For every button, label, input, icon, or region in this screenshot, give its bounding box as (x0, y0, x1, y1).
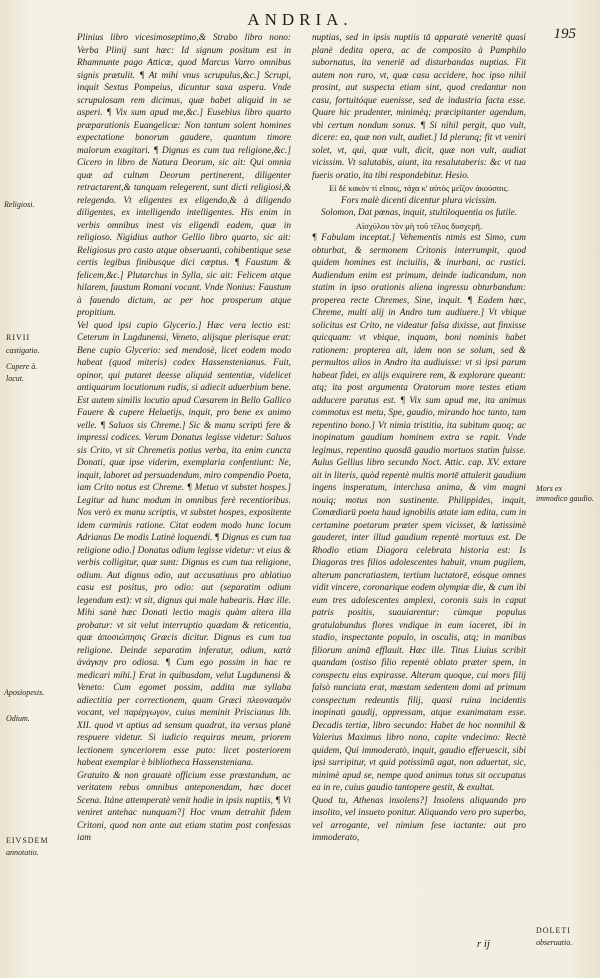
greek-quote: Αἰσχύλου τὸν μὴ τοῦ τέλος δυσχερῆ. (355, 220, 483, 231)
folio-number: 195 (553, 26, 576, 42)
left-column (77, 32, 291, 845)
margin-obseruatio: obseruatio. (536, 938, 573, 947)
margin-odium: Odium. (6, 714, 30, 723)
margin-doleti: DOLETI (536, 926, 571, 935)
margin-aposiopesis: Aposiopesis. (4, 688, 45, 697)
margin-cupere: Cupere à. (6, 362, 38, 371)
left-paragraph-2: Vel quod ipsi cupio Glycerio.] Hæc vera lectio est: Ceterum in Lugdunensi, Veneto, alijsque plerisque erat: Bene cupio Glycerio: sed mendosè, licet eodem modo habeat (quod miteris) codex Hassenstenianus. Fuit, opinor, qui putaret deesse aliquid sententiæ, videlicet antiquarum locutionum rudis, si adiecit aduerbium bene. Est autem similis locutio apud Cæsarem in Bello Gallico Fauere & cupere Heluetijs, inquit, pro bene ex animo velle. ¶ Saluos sis Chreme.] Sic & manu scripti fere & impressi codices. Verum Donatus legisse videtur: Saluos sis Crito, vt sit Chremetis potius verba, ita enim cuncta Donati, quæ ipse viderim, exemplaria confentiunt: Ne, inquit, laboret ad persuadendum, miro compendio Poeta, iam Crito notus est Chreme. ¶ Metuo vt substet hospes.] Legitur ad hunc modum in omnibus ferè recentioribus. Nos verò ex manu scriptis, vt substet hospes, expositente idem carminis ratione. Citat eodem modo hunc locum Adrianus De modis Latinè loquendi. ¶ Dignus es cum tua religione odio.] Donatus odium legisse videtur: vt eius & verbis colligitur, quæ sunt: Dignus es cum tua religione, odium. Aut dignus odio, aut accusatiuus pro ablatiuo casu est positus, pro odio: aut (separatim odium legendum est): vt sit, dignus qui male habearis. Hæc ille. Mihi sanè hæc Donati lectio magis quàm altera illa probatur: vt sit velut interruptio quædam & reticentia, quæ ἀποσιώπησις Græcis dicitur. Dignus es cum tua religione. Deinde separatim inferatur, odium, κατὰ ἀνάγκην pro odiosa. ¶ Cum ego possim in hac re medicari mihi.] Erat in quibusdam, velut Lugdunensi & Veneto: Cum egomet possim, addita mæ syllaba adiectitia per correctionem, quam Græci πλεονασμὸν vocant, vel παρέργωγον, cuius meminit Priscianus lib. XII. quod vt aptius ad sensum quadrat, ita versus planè respuere videtur. Si iudicio requiras meum, priorem lectionem synceriorem esse puto: licet posteriorem habeat exemplar è bibliotheca Hassensteniana. (77, 320, 291, 768)
left-paragraph-1: Plinius libro vicesimoseptimo,& Strabo libro nono: Verba Plinij sunt hæc: Id signum positum est in Rhamnunte pago Atticæ, quod Marcus Varro omnibus signis prætulit. ¶ At mihi vnus scrupulus,&c.] Scrupi, inquit Sextus Pompeius, dicuntur saxa aspera. Vnde scrupulosam rem dicimus, quæ habet aliquid in se asperi. ¶ Vix sum apud me,&c.] Eusebius libro quarto præparationis Euangelicæ: Non tantum solent homines expectatione bonorum gaudere, quantum timore malorum exagitari. ¶ Dignus es cum tua religione,&c.] Cicero in libro de Natura Deorum, sic ait: Qui omnia quæ ad cultum Deorum pertinerent, diligenter retractarent,& tanquam relegerent, sunt dicti religiosi,& relegendo. Vt eligentes ex eligendo,& à diligendo diligentes, ex intelligendo intelligentes. His enim in verbis omnibus inest vis eligendi eadem, quæ in religioso. Nigidius author Gellio libro quarto, sic ait: Religiosus pro casto atque obseruanti, cohibentique sese certis legibus finibusque dici cœptus. ¶ Faustum & felicem,&c.] Plutarchus in Sylla, sic ait: Felicem atque hilarem, faustum Romani vocant. Vnde Nonius: Faustum à fauendo dictum, ac per hoc prosperum atque propitium. (77, 33, 291, 318)
margin-annotatio: annotatio. (6, 848, 39, 857)
margin-mors-ex: Mors ex immodico gaudio. (536, 484, 594, 503)
margin-locut: locut. (6, 374, 24, 383)
margin-religiosi: Religiosi. (4, 200, 35, 209)
catchword: r ij (476, 938, 490, 950)
margin-eiusdem: EIVSDEM (6, 836, 49, 845)
right-paragraph-1: nuptias, sed in ipsis nuptiis tā apparatè veneritē quasi planè dedita opera, ac de composito à Pamphilo subornatus, ita veneriē ad disturbandas nuptias. Fit autem non raro, vt, quæ casu accidere, hoc ipso nihil prosint, aut suspecta etiam sint, quod credantur non casu, fortuitóque euenisse, sed de industria facta esse. Quare hic prudenter, minimèq; præcipitanter agendum, vbi certum nondum sonus. ¶ Si nihil pergit, quo vult, dicere: ea, quæ non vult, audiet.] Id plerunq; fit vt veniri solet, vt, qui, quæ vult, dicit, quæ non vult, audiat vicissim. Vt salutabis, aiunt, ita resalutaberis: &c vt tua fueris oratio, ita tibi respondebitur. Hesio. (312, 33, 526, 181)
right-column (312, 32, 526, 845)
greek-verse: Εἰ δέ κακὸν τί εἴποις, τάχα κ' αὐτὸς μεῖζον ἀκούσαις. (328, 183, 510, 193)
margin-castigatio: castigatio. (6, 346, 40, 355)
running-head: ANDRIA. (247, 10, 353, 29)
margin-riuii: RIVII (6, 333, 31, 342)
latin-verse: Fors malè dicenti dicentur plura vicissim. (341, 195, 497, 206)
left-paragraph-3: Gratuito & non grauatè officium esse præstandum, ac veritatem rebus omnibus anteponendam, hæc docet Scena. Itáne attemperatè venit hodie in ipsis nuptiis, ¶ Vt veniret antehac nunquam?] Hoc vnum detrahit fidem Critoni, quod non ante aut etiam statim post confessas iam (77, 770, 291, 843)
right-paragraph-3: Quod tu, Athenas insolens?] Insolens aliquando pro insolito, vel insueto ponitur. Aliquando vero pro superbo, vel arrogante, vel nimium fese iactante: aut pro immoderato, (312, 795, 526, 843)
solomon-quote: Solomon, Dat pœnas, inquit, stultiloquentia os futile. (320, 208, 518, 218)
right-paragraph-2: ¶ Fabulam inceptat.] Vehementis ntmis est Simo, cum obturbat, & sermonem Critonis interrumpit, quod quidem homines est inciuilis, & inurbani, ac rustici. Audiendum enim est primum, deinde iudicandum, non statim in ipso orationis aliena ingressu obturbandum: properea recte Chremes, Sine, inquit. ¶ Eadem hæc, Chreme, multi alij in Andro tum audiuere.] Vt vbique solicitus est Crito, ne videatur falsa dixisse, aut finxisse quicquam: vt vbique, inquam, boni nominis habet rationem: propterea ait, idem non se solum, sed & permultos alios in Andro ita audiuisse: vt si ipsi parum habeat fidei, ex alijs exquirere rem, & explorare queant: atq; ita post argumenta Oratorum more testes etiam adducere paratus est. ¶ Vix sum apud me, ita animus commotus est metu, Spe, gaudio, mirando hoc tanto, tam repentino bono.] Vt nimia tristitia, ita subitum quoq; ac inopinatum gaudium hominem extra se rapit. Vnde legimus, repentino quosdā gaudio mortuos statim fuisse. Aulus Gellius libro secundo Noct. Attic. cap. XV. extare ait in literis, quòd repentè multis mortē attulerit gaudium ingens insperatum, interclusa anima, & vim magni nouiq; motus non sustinente. Philippides, inquit, Comœdiarū poeta haud ignobilis ætate iam edita, cum in certamine poetarum præter spem vicisset, & lætissimè gauderet, inter illud gaudium repentè mortuus est. De Rhodio etiam Diagora celebrata historia est: Is Diagoras tres filios adolescentes habuit, vnum pugilem, alterum pancratiastem, tertium luctatorē, eósque omnes vidit vincere, coronarique eodem olympiæ die, & cum ibi eum tres adolescentes amplexi, coronis suis in caput patris positis, suauiarentur: cùmque populus gratulabundus flores vndique in eum iaceret, ibi in stadio, inspectante populo, in osculis, atq; in manibus filiorum animā efflauit. Hæc ille. Titus Liuius scribit quandam (ostiso filio repentè oblato præter spem, in conspectu eius expirasse. Alteram quoque, cui mors filij falsò nunciata erat, mæstam sedentem domi ad primum conspectum redeuntis filij, quasi ruina incidentis inopinati gaudij, oppressam, atque exanimatam esse. Decadis tertiæ, libro secundo: Habet de hoc nonnihil & Valerius Maximus libro nono, capite vndecimo: Rectè quidem, Qui immoderatò, inquit, gaudio efferuescit, sibi ipsi surripitur, vt quid potissimū agat, non aduertat, sic, minimè apud se, nempe quod animus totus sit occupatus ea in re, cuius gaudio tantopere gestit, & exultat. (312, 233, 526, 793)
